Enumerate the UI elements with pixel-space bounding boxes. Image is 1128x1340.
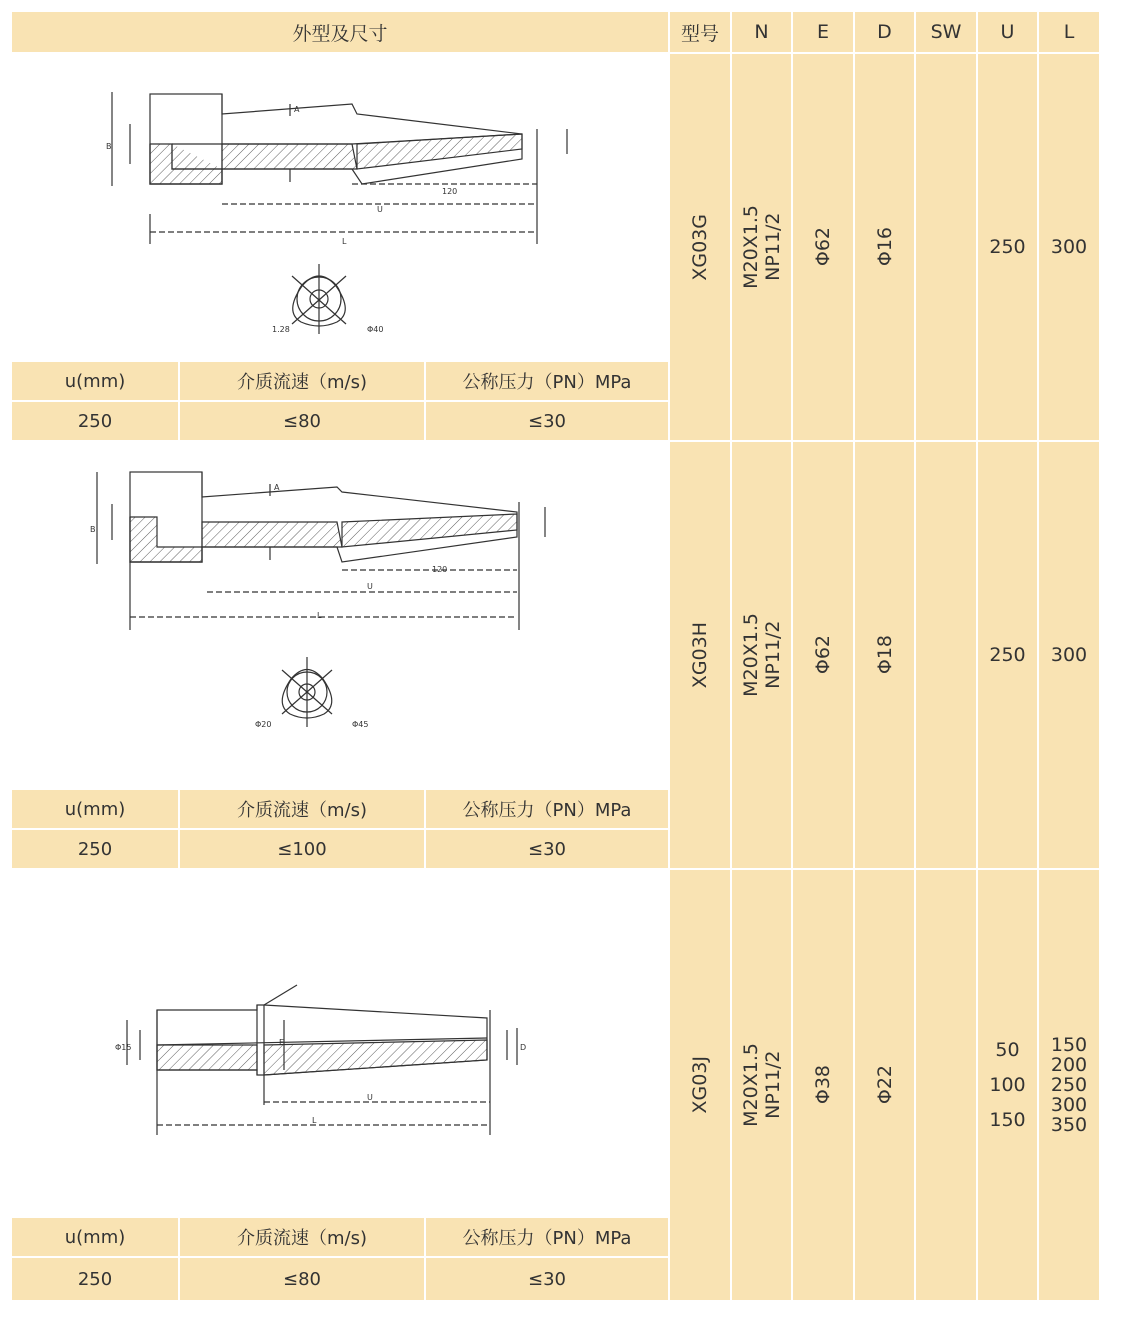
subheader-u: u(mm): [12, 362, 178, 400]
drawing-label-l: L: [317, 611, 322, 620]
e-cell: [793, 54, 853, 440]
spec-speed-value: ≤80: [180, 402, 424, 440]
subheader-speed: 介质流速（m/s): [180, 1218, 424, 1256]
n-value: [740, 205, 784, 289]
u-values-list: [989, 1033, 1025, 1138]
model-value: XG03G: [689, 213, 711, 281]
drawing-label-l: L: [312, 1116, 317, 1125]
n-value-line1: M20X1.5: [739, 1043, 762, 1127]
drawing-label-u: U: [367, 582, 373, 591]
header-e: E: [793, 12, 853, 52]
n-value-line1: M20X1.5: [739, 613, 762, 697]
drawing-label-e: E: [279, 1038, 285, 1047]
drawing-label-b: B: [106, 142, 112, 151]
sw-cell: [916, 870, 976, 1300]
header-d: D: [855, 12, 914, 52]
subheader-pressure: 公称压力（PN）MPa: [426, 1218, 668, 1256]
d-cell: [855, 442, 914, 868]
l-value: 350: [1050, 1114, 1088, 1136]
header-u: U: [978, 12, 1037, 52]
e-cell: [793, 442, 853, 868]
spec-u-value: 250: [12, 1258, 178, 1300]
subheader-pressure: 公称压力（PN）MPa: [426, 790, 668, 828]
u-value: 100: [989, 1073, 1026, 1096]
n-value: [740, 613, 784, 697]
n-value-line2: NP11/2: [761, 212, 784, 282]
l-value: 200: [1050, 1054, 1088, 1076]
e-value: Φ62: [812, 635, 834, 675]
u-value: 150: [989, 1108, 1026, 1131]
drawing-label-120: 120: [442, 187, 458, 196]
drawing-xg03j: [12, 870, 668, 1216]
drawing-xg03h: [12, 442, 668, 788]
drawing-label-a: A: [294, 105, 300, 114]
spec-speed-value: ≤100: [180, 830, 424, 868]
l-value: 300: [1039, 54, 1099, 440]
l-value: 150: [1050, 1034, 1088, 1056]
d-cell: [855, 870, 914, 1300]
e-value: Φ62: [812, 227, 834, 267]
d-value: Φ16: [873, 227, 896, 267]
drawing-label-r2: Φ45: [352, 720, 369, 729]
model-value: XG03J: [689, 1056, 711, 1114]
model-cell: [670, 54, 730, 440]
subheader-pressure: 公称压力（PN）MPa: [426, 362, 668, 400]
n-value: [740, 1043, 784, 1127]
u-value: 250: [978, 442, 1037, 868]
drawing-label-u: U: [367, 1093, 373, 1102]
spec-u-value: 250: [12, 402, 178, 440]
drawing-label-b: B: [90, 525, 96, 534]
d-value: Φ22: [873, 1065, 896, 1105]
l-values-list: [1051, 1035, 1087, 1135]
spec-pressure-value: ≤30: [426, 830, 668, 868]
sw-cell: [916, 54, 976, 440]
subheader-u: u(mm): [12, 1218, 178, 1256]
subheader-speed: 介质流速（m/s): [180, 790, 424, 828]
spec-table: [12, 12, 1099, 1300]
header-l: L: [1039, 12, 1099, 52]
n-cell: [732, 870, 791, 1300]
u-value: 250: [978, 54, 1037, 440]
subheader-speed: 介质流速（m/s): [180, 362, 424, 400]
model-cell: [670, 442, 730, 868]
drawing-label-u: U: [377, 205, 383, 214]
n-value-line2: NP11/2: [761, 1050, 784, 1120]
n-value-line2: NP11/2: [761, 620, 784, 690]
u-value: 50: [995, 1038, 1020, 1061]
l-values-cell: [1039, 870, 1099, 1300]
technical-drawing-xg03j: [12, 870, 668, 1216]
drawing-label-a: A: [274, 483, 280, 492]
header-sw: SW: [916, 12, 976, 52]
spec-speed-value: ≤80: [180, 1258, 424, 1300]
model-value: XG03H: [689, 621, 711, 689]
subheader-u: u(mm): [12, 790, 178, 828]
n-cell: [732, 54, 791, 440]
l-value: 250: [1050, 1074, 1088, 1096]
technical-drawing-xg03g: [12, 54, 668, 360]
drawing-label-d: D: [520, 1043, 527, 1052]
technical-drawing-xg03h: [12, 442, 668, 788]
spec-u-value: 250: [12, 830, 178, 868]
sw-cell: [916, 442, 976, 868]
drawing-label-120: 120: [432, 565, 448, 574]
spec-pressure-value: ≤30: [426, 1258, 668, 1300]
model-cell: [670, 870, 730, 1300]
drawing-label-b: Φ15: [115, 1043, 132, 1052]
drawing-label-r1: Φ20: [255, 720, 272, 729]
drawing-label-r1: 1.28: [272, 325, 290, 334]
d-value: Φ18: [873, 635, 896, 675]
header-model: 型号: [670, 12, 730, 52]
e-cell: [793, 870, 853, 1300]
drawing-label-r2: Φ40: [367, 325, 384, 334]
drawing-xg03g: [12, 54, 668, 360]
d-cell: [855, 54, 914, 440]
u-values-cell: [978, 870, 1037, 1300]
n-value-line1: M20X1.5: [739, 205, 762, 289]
header-n: N: [732, 12, 791, 52]
header-shape: 外型及尺寸: [12, 12, 668, 52]
drawing-label-l: L: [342, 237, 347, 246]
l-value: 300: [1050, 1094, 1088, 1116]
n-cell: [732, 442, 791, 868]
spec-pressure-value: ≤30: [426, 402, 668, 440]
e-value: Φ38: [812, 1065, 834, 1105]
l-value: 300: [1039, 442, 1099, 868]
